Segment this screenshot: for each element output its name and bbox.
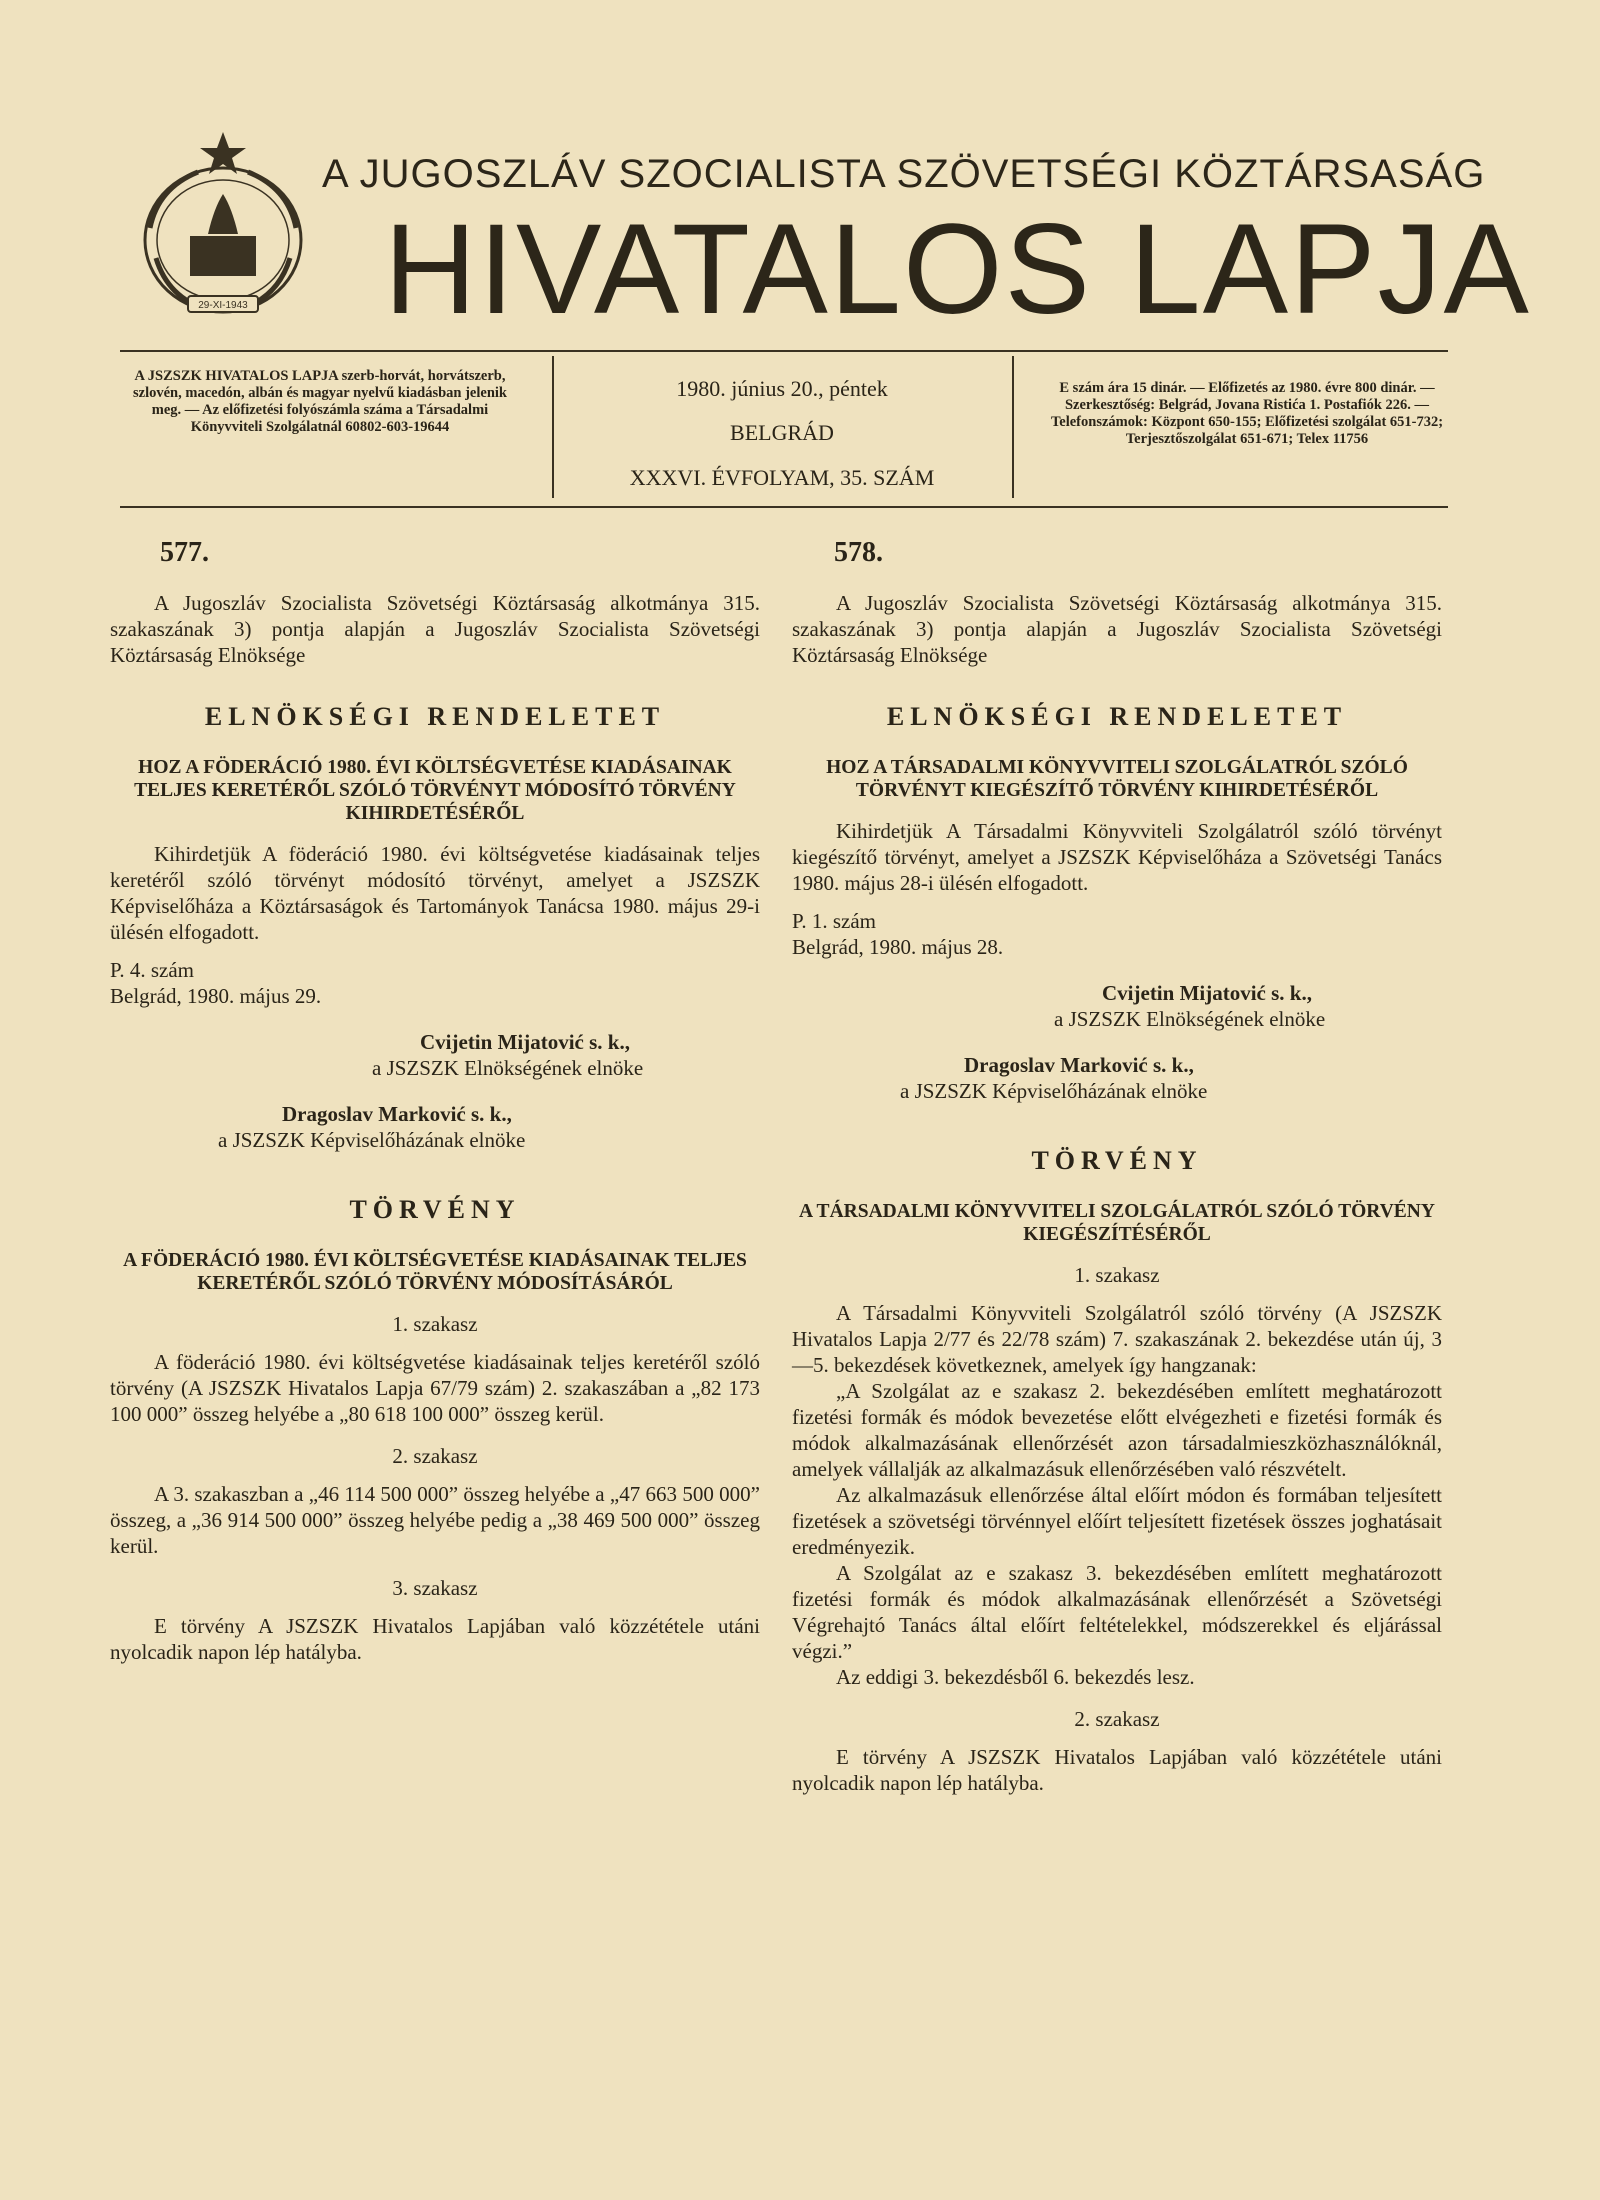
column-right: [792, 537, 1442, 1796]
item-number: 578.: [834, 537, 883, 568]
decree-body: Kihirdetjük A föderáció 1980. évi költségvetése kiadásainak teljes keretéről szóló törvényt módosító törvényt, amelyet a JSZSZK Képviselőháza a Köztársaságok és Tartományok Tanácsa 1980. május 29-i ülésén elfogadott.: [110, 842, 760, 944]
section-heading: 1. szakasz: [392, 1312, 478, 1336]
section-body: Az alkalmazásuk ellenőrzése által előírt módon és formában teljesített fizetések a szövetségi törvénnyel előírt teljesített fizetések összes joghatásait eredményezik.: [792, 1483, 1442, 1559]
reference-date: Belgrád, 1980. május 28.: [792, 935, 1004, 959]
section-body: A Társadalmi Könyvviteli Szolgálatról szóló törvény (A JSZSZK Hivatalos Lapja 2/77 és 22/78 szám) 7. szakaszának 2. bekezdése után új, 3—5. bekezdések következnek, amelyek így hangzanak:: [792, 1301, 1442, 1377]
reference-date: Belgrád, 1980. május 29.: [110, 984, 322, 1008]
reference-number: P. 4. szám: [110, 958, 194, 982]
law-heading: TÖRVÉNY: [1031, 1146, 1203, 1175]
super-title: A JUGOSZLÁV SZOCIALISTA SZÖVETSÉGI KÖZTÁRSASÁG: [322, 152, 1486, 196]
section-body: A föderáció 1980. évi költségvetése kiadásainak teljes keretéről szóló törvény (A JSZSZK Hivatalos Lapja 67/79 szám) 2. szakaszában a „82 173 100 000” összeg helyébe a „80 618 100 000” összeg kerül.: [110, 1350, 760, 1426]
issue-city: BELGRÁD: [730, 420, 834, 446]
signatory-name: Cvijetin Mijatović s. k.,: [1102, 981, 1312, 1005]
section-heading: 2. szakasz: [1074, 1707, 1160, 1731]
state-emblem-icon: [128, 128, 318, 333]
price-contact-info: E szám ára 15 dinár. — Előfizetés az 1980. évre 800 dinár. — Szerkesztőség: Belgrád, Jovana Ristića 1. Postafiók 226. — Telefonszámok: Központ 650-155; Előfizetési szolgálat 651-732; Terjesztőszolgálat 651-671; Telex 11756: [1050, 380, 1444, 447]
header-divider-left: [552, 356, 554, 498]
signatory-name: Cvijetin Mijatović s. k.,: [420, 1030, 630, 1054]
emblem-date: 29-XI-1943: [198, 300, 248, 311]
signatory-role: a JSZSZK Elnökségének elnöke: [1054, 1007, 1326, 1031]
signatory-role: a JSZSZK Képviselőházának elnöke: [218, 1128, 526, 1152]
issue-info: [562, 376, 1002, 509]
decree-heading: ELNÖKSÉGI RENDELETET: [204, 702, 666, 731]
signatory-name: Dragoslav Marković s. k.,: [282, 1102, 512, 1126]
decree-title: HOZ A TÁRSADALMI KÖNYVVITELI SZOLGÁLATRÓL SZÓLÓ TÖRVÉNYT KIEGÉSZÍTŐ TÖRVÉNY KIHIRDETÉSÉRŐL: [826, 757, 1408, 801]
section-body: E törvény A JSZSZK Hivatalos Lapjában való közzététele utáni nyolcadik napon lép hatályba.: [110, 1614, 760, 1664]
decree-body: Kihirdetjük A Társadalmi Könyvviteli Szolgálatról szóló törvényt kiegészítő törvényt, amelyet a JSZSZK Képviselőháza a Szövetségi Tanács 1980. május 28-i ülésén elfogadott.: [792, 819, 1442, 895]
law-title: A FÖDERÁCIÓ 1980. ÉVI KÖLTSÉGVETÉSE KIADÁSAINAK TELJES KERETÉRŐL SZÓLÓ TÖRVÉNY MÓDOSÍTÁSÁRÓL: [123, 1250, 747, 1294]
signatory-role: a JSZSZK Elnökségének elnöke: [372, 1056, 644, 1080]
page-title: HIVATALOS LAPJA: [384, 198, 1531, 341]
section-body: „A Szolgálat az e szakasz 2. bekezdésében említett meghatározott fizetési formák és módok bevezetése előtt elvégezheti e fizetési formák és módok alkalmazásának ellenőrzését azon társadalmieszközhasználóknál, amelyek vállalják az alkalmazásuk ellenőrzésében való részvételt.: [792, 1379, 1442, 1481]
decree-title: HOZ A FÖDERÁCIÓ 1980. ÉVI KÖLTSÉGVETÉSE KIADÁSAINAK TELJES KERETÉRŐL SZÓLÓ TÖRVÉNYT MÓDOSÍTÓ TÖRVÉNY KIHIRDETÉSÉRŐL: [134, 757, 736, 824]
section-heading: 3. szakasz: [392, 1576, 478, 1600]
subscription-info: A JSZSZK HIVATALOS LAPJA szerb-horvát, horvátszerb, szlovén, macedón, albán és magyar nyelvű kiadásban jelenik meg. — Az előfizetési folyószámla száma a Társadalmi Könyvviteli Szolgálatnál 60802-603-19644: [133, 368, 507, 435]
section-body: A 3. szakaszban a „46 114 500 000” összeg helyébe a „47 663 500 000” összeg, a „36 914 500 000” összeg helyébe pedig a „38 469 500 000” összeg kerül.: [110, 1482, 760, 1558]
header-top-rule: [120, 350, 1448, 352]
law-heading: TÖRVÉNY: [349, 1195, 521, 1224]
issue-number: XXXVI. ÉVFOLYAM, 35. SZÁM: [629, 464, 935, 490]
intro-paragraph: A Jugoszláv Szocialista Szövetségi Köztársaság alkotmánya 315. szakaszának 3) pontja alapján a Jugoszláv Szocialista Szövetségi Köztársaság Elnöksége: [110, 591, 760, 667]
signatory-name: Dragoslav Marković s. k.,: [964, 1053, 1194, 1077]
column-left: [110, 537, 760, 1665]
issue-date: 1980. június 20., péntek: [676, 376, 888, 401]
signatory-role: a JSZSZK Képviselőházának elnöke: [900, 1079, 1208, 1103]
header-divider-right: [1012, 356, 1014, 498]
reference-number: P. 1. szám: [792, 909, 876, 933]
item-number: 577.: [160, 537, 209, 568]
decree-heading: ELNÖKSÉGI RENDELETET: [886, 702, 1348, 731]
section-heading: 1. szakasz: [1074, 1263, 1160, 1287]
section-body: Az eddigi 3. bekezdésből 6. bekezdés lesz.: [836, 1665, 1195, 1689]
section-body: A Szolgálat az e szakasz 3. bekezdésében említett meghatározott fizetési formák és módok alkalmazásának ellenőrzését a Szövetségi Végrehajtó Tanács által előírt feltételekkel, módszerekkel és eljárással végzi.”: [792, 1561, 1442, 1663]
section-heading: 2. szakasz: [392, 1444, 478, 1468]
section-body: E törvény A JSZSZK Hivatalos Lapjában való közzététele utáni nyolcadik napon lép hatályba.: [792, 1745, 1442, 1795]
intro-paragraph: A Jugoszláv Szocialista Szövetségi Köztársaság alkotmánya 315. szakaszának 3) pontja alapján a Jugoszláv Szocialista Szövetségi Köztársaság Elnöksége: [792, 591, 1442, 667]
law-title: A TÁRSADALMI KÖNYVVITELI SZOLGÁLATRÓL SZÓLÓ TÖRVÉNY KIEGÉSZÍTÉSÉRŐL: [799, 1201, 1435, 1245]
